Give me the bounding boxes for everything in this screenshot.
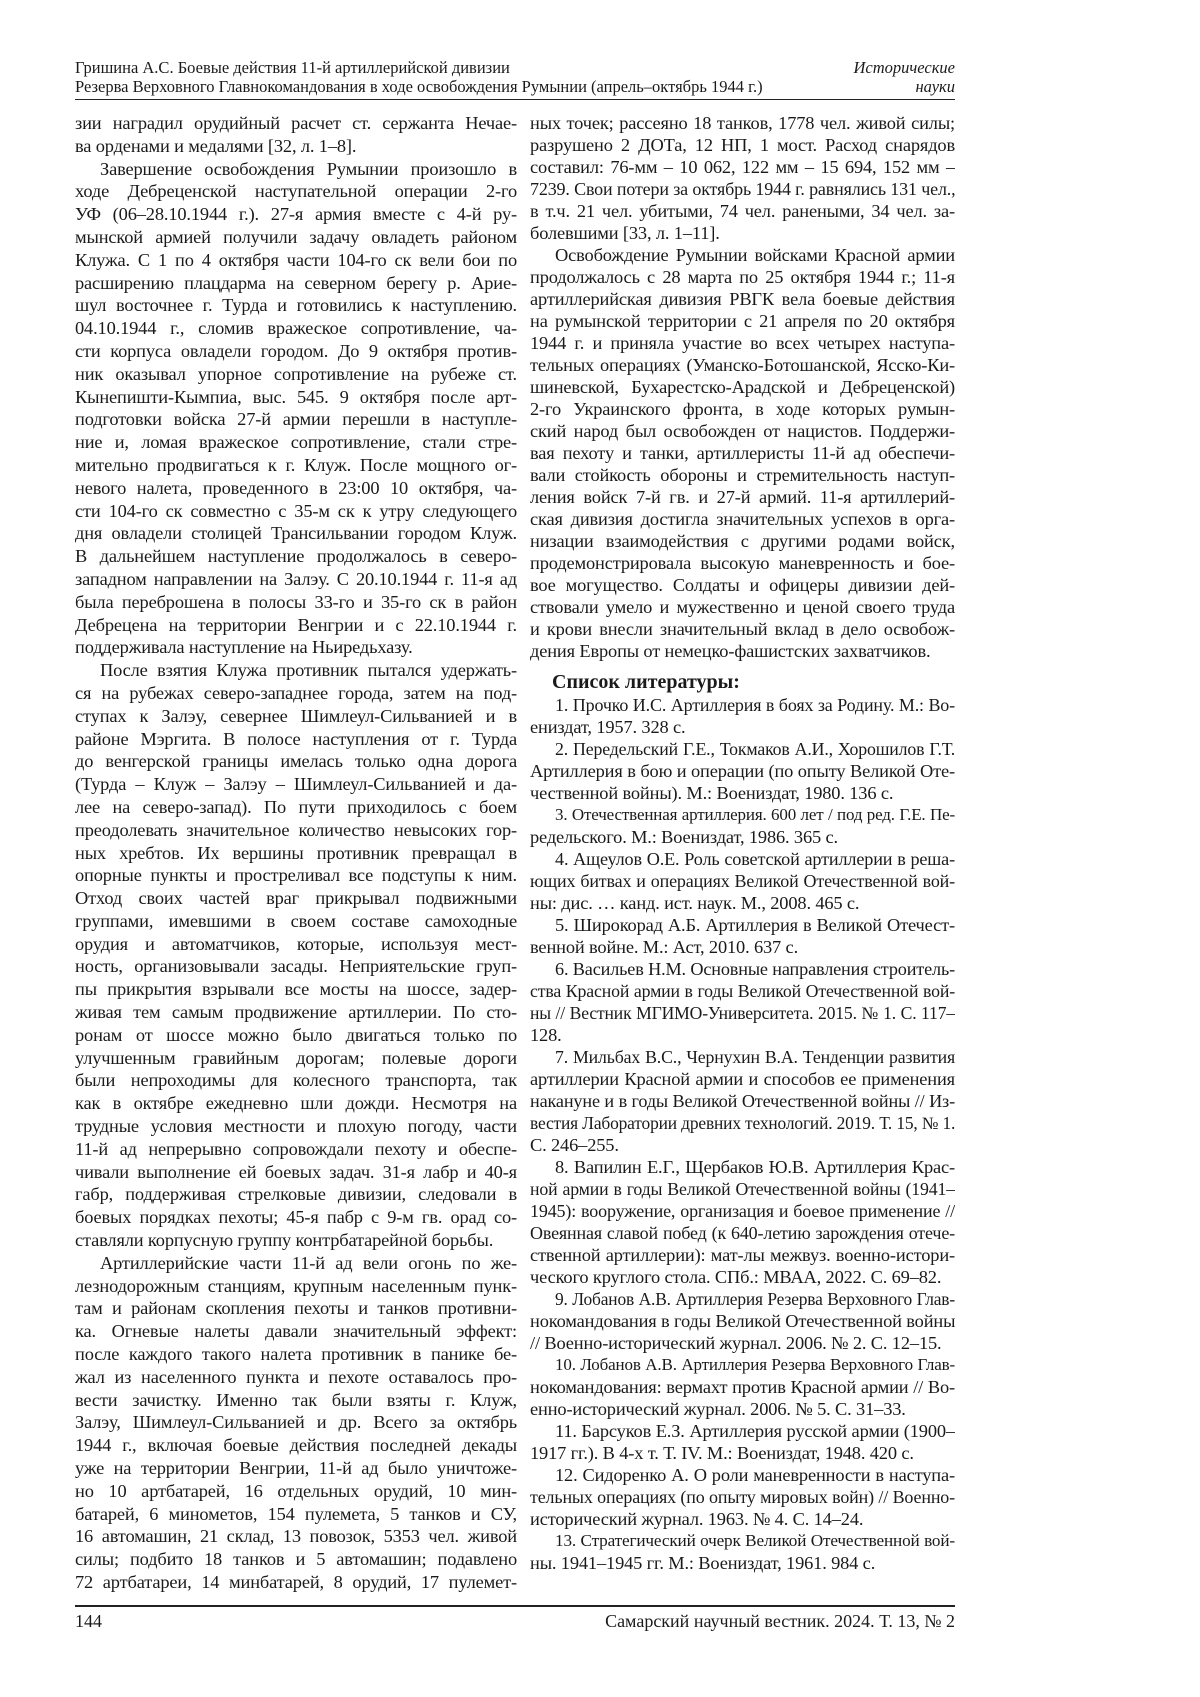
text-line: 1944 г., включая боевые действия последней декады bbox=[75, 1434, 517, 1457]
text-line: Залэу, Шимлеул-Сильванией и др. Всего за октябрь bbox=[75, 1411, 517, 1434]
text-line: вали стойкость обороны и стремительность наступ- bbox=[530, 464, 955, 486]
text-line: болевшими [33, л. 1–11]. bbox=[530, 222, 955, 244]
text-line: ность, организовывали засады. Неприятельские груп- bbox=[75, 955, 517, 978]
text-line: ениздат, 1957. 328 с. bbox=[530, 716, 955, 738]
text-line: С. 246–255. bbox=[530, 1134, 955, 1156]
paragraph bbox=[530, 112, 955, 244]
text-line: 16 автомашин, 21 склад, 13 повозок, 5353 чел. живой bbox=[75, 1525, 517, 1548]
text-line: нокомандования в годы Великой Отечественной войны bbox=[530, 1310, 955, 1332]
text-line: ны. 1941–1945 гг. М.: Воениздат, 1961. 984 с. bbox=[530, 1552, 955, 1574]
text-line: чивали выполнение ей боевых задач. 31-я лабр и 40-я bbox=[75, 1161, 517, 1184]
text-line: 1944 г. и приняла участие во всех четырех наступа- bbox=[530, 332, 955, 354]
header-section-line-2: науки bbox=[854, 77, 956, 96]
text-line: ронам от шоссе можно было двигаться только по bbox=[75, 1024, 517, 1047]
text-line: ская дивизия достигла значительных успехов в орга- bbox=[530, 508, 955, 530]
text-line: ления войск 7-й гв. и 27-й армий. 11-я артиллерий- bbox=[530, 486, 955, 508]
references-heading: Список литературы: bbox=[530, 670, 955, 694]
text-line: жал из населенного пункта и пехоте оставалось про- bbox=[75, 1366, 517, 1389]
text-line: мынской армией получили задачу овладеть районом bbox=[75, 226, 517, 249]
text-line: нокомандования: вермахт против Красной армии // Во- bbox=[530, 1376, 955, 1398]
text-line: ся на рубежах северо-западнее города, затем на под- bbox=[75, 682, 517, 705]
text-line: Завершение освобождения Румынии произошло в bbox=[75, 158, 517, 181]
text-line: вая пехоту и танки, артиллеристы 11-й ад обеспечи- bbox=[530, 442, 955, 464]
text-line: Отход своих частей враг прикрывал подвижными bbox=[75, 887, 517, 910]
paragraph bbox=[530, 244, 955, 662]
text-line: улучшенным гравийным дорогам; полевые дороги bbox=[75, 1047, 517, 1070]
text-line: 7. Мильбах В.С., Чернухин В.А. Тенденции развития bbox=[530, 1046, 955, 1068]
text-line: до венгерской границы имелась только одна дорога bbox=[75, 750, 517, 773]
header-section bbox=[854, 58, 956, 96]
text-line: артиллерийская дивизия РВГК вела боевые действия bbox=[530, 288, 955, 310]
text-line: шул восточнее г. Турда и готовились к наступлению. bbox=[75, 294, 517, 317]
text-line: 11. Барсуков Е.З. Артиллерия русской армии (1900– bbox=[530, 1420, 955, 1442]
reference-item bbox=[530, 1354, 955, 1420]
text-line: 128. bbox=[530, 1024, 955, 1046]
text-line: опорные пункты и простреливал все подступы к ним. bbox=[75, 864, 517, 887]
text-line: 4. Ащеулов О.Е. Роль советской артиллерии в реша- bbox=[530, 848, 955, 870]
reference-item bbox=[530, 1420, 955, 1464]
text-line: ства Красной армии в годы Великой Отечественной вой- bbox=[530, 980, 955, 1002]
paragraph bbox=[75, 659, 517, 1252]
page-number: 144 bbox=[75, 1611, 102, 1631]
reference-item bbox=[530, 1156, 955, 1288]
text-line: преодолевать значительное количество невысоких гор- bbox=[75, 819, 517, 842]
text-line: (Турда – Клуж – Залэу – Шимлеул-Сильванией и да- bbox=[75, 773, 517, 796]
text-line: исторический журнал. 1963. № 4. С. 14–24. bbox=[530, 1508, 955, 1530]
text-line: После взятия Клужа противник пытался удержать- bbox=[75, 659, 517, 682]
text-line: 5. Широкорад А.Б. Артиллерия в Великой Отечест- bbox=[530, 914, 955, 936]
text-line: невого налета, проведенного в 23:00 10 октября, ча- bbox=[75, 477, 517, 500]
text-line: орудия и автоматчиков, которые, используя мест- bbox=[75, 933, 517, 956]
reference-item bbox=[530, 1464, 955, 1530]
text-line: чественной войны). М.: Воениздат, 1980. 136 с. bbox=[530, 782, 955, 804]
text-line: УФ (06–28.10.1944 г.). 27-я армия вместе с 4-й ру- bbox=[75, 203, 517, 226]
text-line: боевых порядках пехоты; 45-я пабр с 9-м гв. орад со- bbox=[75, 1206, 517, 1229]
reference-item bbox=[530, 738, 955, 804]
text-line: Освобождение Румынии войсками Красной армии bbox=[530, 244, 955, 266]
header-section-line-1: Исторические bbox=[854, 58, 956, 77]
text-line: 11-й ад непрерывно сопровождали пехоту и обеспе- bbox=[75, 1138, 517, 1161]
text-line: Дебрецена на территории Венгрии и с 22.10.1944 г. bbox=[75, 614, 517, 637]
text-line: ны // Вестник МГИМО-Университета. 2015. № 1. С. 117– bbox=[530, 1002, 955, 1024]
text-line: была переброшена в полосы 33-го и 35-го ск в район bbox=[75, 591, 517, 614]
text-line: ны: дис. … канд. ист. наук. М., 2008. 465 с. bbox=[530, 892, 955, 914]
text-line: 1917 гг.). В 4-х т. Т. IV. М.: Воениздат, 1948. 420 с. bbox=[530, 1442, 955, 1464]
text-line: Клужа. С 1 по 4 октября части 104-го ск вели бои по bbox=[75, 249, 517, 272]
reference-item bbox=[530, 804, 955, 848]
text-line: батарей, 6 минометов, 154 пулемета, 5 танков и СУ, bbox=[75, 1503, 517, 1526]
text-line: 6. Васильев Н.М. Основные направления строитель- bbox=[530, 958, 955, 980]
text-line: 7239. Свои потери за октябрь 1944 г. равнялись 131 чел., bbox=[530, 178, 955, 200]
text-line: ствовали умело и мужественно и ценой своего труда bbox=[530, 596, 955, 618]
text-line: как в октябре ежедневно шли дожди. Несмотря на bbox=[75, 1092, 517, 1115]
header-title-line-1: Гришина А.С. Боевые действия 11-й артиллерийской дивизии bbox=[75, 58, 955, 77]
running-header bbox=[75, 58, 955, 96]
text-line: В дальнейшем наступление продолжалось в северо- bbox=[75, 545, 517, 568]
text-line: 2. Передельский Г.Е., Токмаков А.И., Хорошилов Г.Т. bbox=[530, 738, 955, 760]
text-line: но 10 артбатарей, 16 отдельных орудий, 10 мин- bbox=[75, 1480, 517, 1503]
text-line: западном направлении на Залэу. С 20.10.1944 г. 11-я ад bbox=[75, 568, 517, 591]
reference-item bbox=[530, 1288, 955, 1354]
journal-citation: Самарский научный вестник. 2024. Т. 13, № 2 bbox=[605, 1610, 955, 1632]
reference-item bbox=[530, 694, 955, 738]
text-line: составил: 76-мм – 10 062, 122 мм – 15 694, 152 мм – bbox=[530, 156, 955, 178]
text-line: на румынской территории с 21 апреля по 20 октября bbox=[530, 310, 955, 332]
text-line: ние и, ломая вражеское сопротивление, стали стре- bbox=[75, 431, 517, 454]
text-line: продолжалось с 28 марта по 25 октября 1944 г.; 11-я bbox=[530, 266, 955, 288]
text-line: в т.ч. 21 чел. убитыми, 74 чел. ранеными, 34 чел. за- bbox=[530, 200, 955, 222]
text-line: артиллерии Красной армии и способов ее применения bbox=[530, 1068, 955, 1090]
text-line: трудные условия местности и плохую погоду, части bbox=[75, 1115, 517, 1138]
text-line: вое могущество. Солдаты и офицеры дивизии дей- bbox=[530, 574, 955, 596]
text-line: поддерживала наступление на Ньиредьхазу. bbox=[75, 636, 517, 659]
text-line: // Военно-исторический журнал. 2006. № 2. С. 12–15. bbox=[530, 1332, 955, 1354]
text-line: расширению плацдарма на северном берегу р. Арие- bbox=[75, 272, 517, 295]
paragraph bbox=[75, 1252, 517, 1594]
text-line: силы; подбито 18 танков и 5 автомашин; подавлено bbox=[75, 1548, 517, 1571]
header-divider bbox=[75, 99, 955, 100]
text-line: 2-го Украинского фронта, в ходе которых румын- bbox=[530, 398, 955, 420]
text-line: ступах к Залэу, севернее Шимлеул-Сильванией и в bbox=[75, 705, 517, 728]
text-line: вестия Лаборатории древних технологий. 2019. Т. 15, № 1. bbox=[530, 1112, 955, 1134]
text-line: там и районам скопления пехоты и танков противни- bbox=[75, 1297, 517, 1320]
text-line: 04.10.1944 г., сломив вражеское сопротивление, ча- bbox=[75, 317, 517, 340]
text-line: тельных операциях (Уманско-Ботошанской, Ясско-Ки- bbox=[530, 354, 955, 376]
text-line: пы прикрытия взрывали все мосты на шоссе, задер- bbox=[75, 978, 517, 1001]
text-line: ва орденами и медалями [32, л. 1–8]. bbox=[75, 135, 517, 158]
text-line: тельных операциях (по опыту мировых войн) // Военно- bbox=[530, 1486, 955, 1508]
paragraph bbox=[75, 158, 517, 660]
text-line: группами, имевшими в своем составе самоходные bbox=[75, 910, 517, 933]
text-line: ка. Огневые налеты давали значительный эффект: bbox=[75, 1320, 517, 1343]
paragraph bbox=[75, 112, 517, 158]
text-line: 1. Прочко И.С. Артиллерия в боях за Родину. М.: Во- bbox=[530, 694, 955, 716]
text-line: после каждого такого налета противник в панике бе- bbox=[75, 1343, 517, 1366]
text-line: вести зачистку. Именно так были взяты г. Клуж, bbox=[75, 1389, 517, 1412]
text-line: ческого круглого стола. СПб.: МВАА, 2022. С. 69–82. bbox=[530, 1266, 955, 1288]
text-line: 10. Лобанов А.В. Артиллерия Резерва Верховного Глав- bbox=[530, 1354, 955, 1376]
text-line: ной армии в годы Великой Отечественной войны (1941– bbox=[530, 1178, 955, 1200]
text-line: венной войне. М.: Аст, 2010. 637 с. bbox=[530, 936, 955, 958]
text-line: разрушено 2 ДОТа, 12 НП, 1 мост. Расход снарядов bbox=[530, 134, 955, 156]
page-footer bbox=[75, 1610, 955, 1632]
header-title-line-2: Резерва Верховного Главнокомандования в ходе освобождения Румынии (апрель–октябрь 1944 г.) bbox=[75, 77, 955, 96]
reference-item bbox=[530, 848, 955, 914]
text-line: живая тем самым продвижение артиллерии. По сто- bbox=[75, 1001, 517, 1024]
text-line: дня овладели столицей Трансильвании городом Клуж. bbox=[75, 522, 517, 545]
text-line: подготовки войска 27-й армии перешли в наступле- bbox=[75, 408, 517, 431]
text-line: ющих битвах и операциях Великой Отечественной вой- bbox=[530, 870, 955, 892]
text-line: 12. Сидоренко А. О роли маневренности в наступа- bbox=[530, 1464, 955, 1486]
text-line: были непроходимы для колесного транспорта, так bbox=[75, 1069, 517, 1092]
text-line: ский народ был освобожден от нацистов. Поддержи- bbox=[530, 420, 955, 442]
text-line: ставляли корпусную группу контрбатарейной борьбы. bbox=[75, 1229, 517, 1252]
text-line: и крови внесли значительный вклад в дело освобож- bbox=[530, 618, 955, 640]
text-line: 1945): вооружение, организация и боевое применение // bbox=[530, 1200, 955, 1222]
text-line: лее на северо-запад). По пути приходилось с боем bbox=[75, 796, 517, 819]
text-line: продемонстрировала высокую маневренность и бое- bbox=[530, 552, 955, 574]
text-line: 9. Лобанов А.В. Артиллерия Резерва Верховного Глав- bbox=[530, 1288, 955, 1310]
text-line: 3. Отечественная артиллерия. 600 лет / под ред. Г.Е. Пе- bbox=[530, 804, 955, 826]
text-line: мительно продвигаться к г. Клуж. После мощного ог- bbox=[75, 454, 517, 477]
text-line: лезнодорожным станциям, крупным населенным пунк- bbox=[75, 1275, 517, 1298]
right-column bbox=[530, 112, 955, 1574]
reference-item bbox=[530, 1046, 955, 1156]
text-line: Овеянная славой побед (к 640-летию зарождения отече- bbox=[530, 1222, 955, 1244]
reference-item bbox=[530, 1530, 955, 1574]
text-line: редельского. М.: Воениздат, 1986. 365 с. bbox=[530, 826, 955, 848]
text-line: уже на территории Венгрии, 11-й ад было уничтоже- bbox=[75, 1457, 517, 1480]
text-line: 72 артбатареи, 14 минбатарей, 8 орудий, 17 пулемет- bbox=[75, 1571, 517, 1594]
text-line: енно-исторический журнал. 2006. № 5. С. 31–33. bbox=[530, 1398, 955, 1420]
text-line: габр, поддерживая стрелковые дивизии, следовали в bbox=[75, 1183, 517, 1206]
text-line: ходе Дебреценской наступательной операции 2-го bbox=[75, 180, 517, 203]
text-line: ник оказывал упорное сопротивление на рубеже ст. bbox=[75, 363, 517, 386]
text-line: сти корпуса овладели городом. До 9 октября против- bbox=[75, 340, 517, 363]
text-line: 8. Вапилин Е.Г., Щербаков Ю.В. Артиллерия Крас- bbox=[530, 1156, 955, 1178]
text-line: зии наградил орудийный расчет ст. сержанта Нечае- bbox=[75, 112, 517, 135]
text-line: накануне и в годы Великой Отечественной войны // Из- bbox=[530, 1090, 955, 1112]
text-line: ных хребтов. Их вершины противник превращал в bbox=[75, 842, 517, 865]
reference-item bbox=[530, 914, 955, 958]
text-line: дения Европы от немецко-фашистских захватчиков. bbox=[530, 640, 955, 662]
footer-divider bbox=[75, 1605, 955, 1607]
text-line: шиневской, Бухарестско-Арадской и Дебреценской) bbox=[530, 376, 955, 398]
text-line: сти 104-го ск совместно с 35-м ск к утру следующего bbox=[75, 500, 517, 523]
text-line: ственной артиллерии): мат-лы межвуз. военно-истори- bbox=[530, 1244, 955, 1266]
text-line: Артиллерия в бою и операции (по опыту Великой Оте- bbox=[530, 760, 955, 782]
text-line: Артиллерийские части 11-й ад вели огонь по же- bbox=[75, 1252, 517, 1275]
reference-item bbox=[530, 958, 955, 1046]
left-column bbox=[75, 112, 517, 1594]
text-line: Кынепишти-Кымпиа, выс. 545. 9 октября после арт- bbox=[75, 386, 517, 409]
text-line: районе Мэргита. В полосе наступления от г. Турда bbox=[75, 728, 517, 751]
text-line: 13. Стратегический очерк Великой Отечественной вой- bbox=[530, 1530, 955, 1552]
text-line: ных точек; рассеяно 18 танков, 1778 чел. живой силы; bbox=[530, 112, 955, 134]
text-line: низации взаимодействия с другими родами войск, bbox=[530, 530, 955, 552]
